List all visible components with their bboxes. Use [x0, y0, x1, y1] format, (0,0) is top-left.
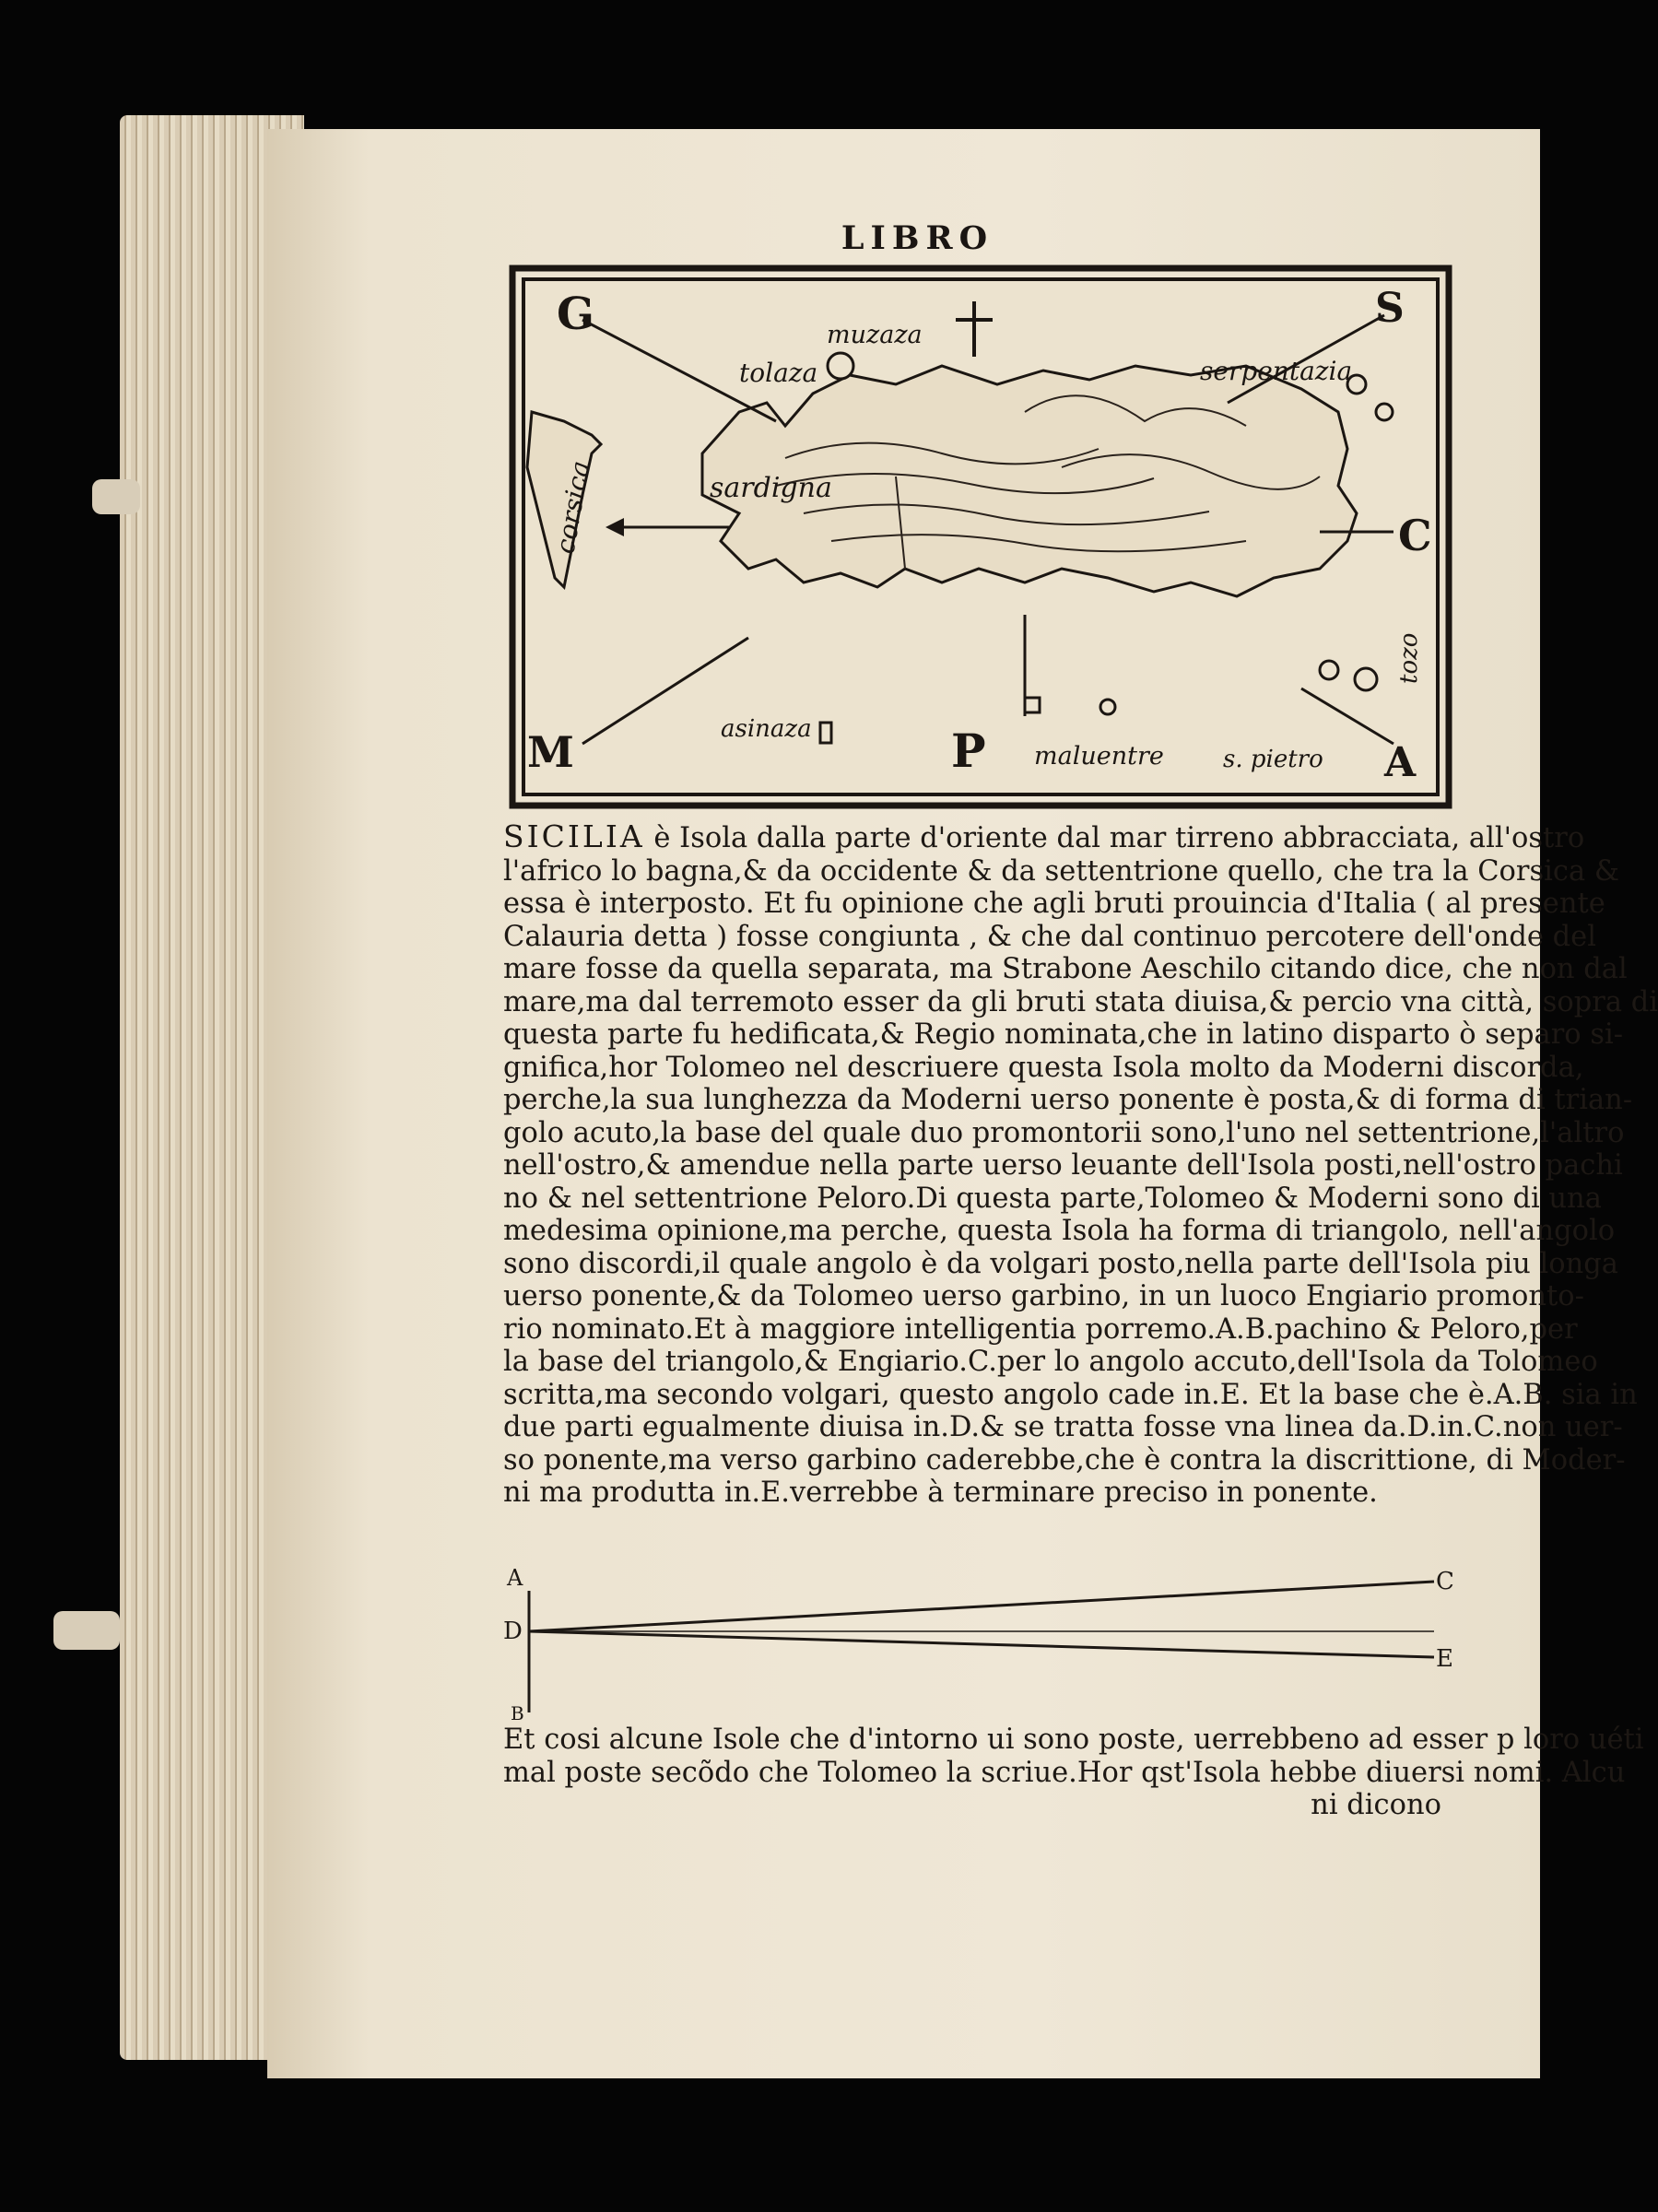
map-label-tozo: tozo	[1395, 632, 1423, 684]
body-line: Calauria detta ) fosse congiunta , & che dal continuo percotere dell'onde del	[503, 920, 1596, 953]
body-line: medesima opinione,ma perche, questa Isola ha forma di triangolo, nell'angolo	[503, 1215, 1616, 1247]
map-label-maluentre: maluentre	[1034, 742, 1164, 771]
body-line: golo acuto,la base del quale duo promontorii sono,l'uno nel settentrione,l'altro	[503, 1116, 1625, 1149]
closing-paragraph	[503, 1724, 1644, 1822]
body-paragraph	[503, 818, 1658, 1510]
diagram-label-b: B	[511, 1702, 524, 1724]
catchword: ni dicono	[1311, 1789, 1441, 1821]
map-corner-g: G	[557, 288, 594, 340]
woodcut-map-sicily	[509, 265, 1452, 809]
running-title: LIBRO	[841, 219, 994, 257]
body-line: mare,ma dal terremoto esser da gli bruti stata diuisa,& percio vna città, sopra di	[503, 985, 1658, 1018]
body-line: nell'ostro,& amendue nella parte uerso leuante dell'Isola posti,nell'ostro pachi	[503, 1149, 1623, 1182]
body-line: perche,la sua lunghezza da Moderni uerso ponente è posta,& di forma di trian-	[503, 1084, 1633, 1116]
body-line: no & nel settentrione Peloro.Di questa parte,Tolomeo & Moderni sono di una	[503, 1182, 1602, 1215]
diagram-label-c: C	[1436, 1568, 1454, 1595]
body-line: essa è interposto. Et fu opinione che agli bruti prouincia d'Italia ( al presente	[503, 888, 1605, 920]
running-header	[0, 219, 1540, 257]
diagram-label-e: E	[1436, 1645, 1453, 1673]
closing-line: mal poste secõdo che Tolomeo la scriue.Hor qst'Isola hebbe diuersi nomi. Alcu	[503, 1756, 1626, 1789]
body-line: scritta,ma secondo volgari, questo angolo cade in.E. Et la base che è.A.B. sia in	[503, 1378, 1638, 1411]
paper-tab-bottom	[53, 1611, 120, 1650]
map-label-serpentazia: serpentazia	[1200, 356, 1353, 386]
diagram-label-d: D	[503, 1618, 523, 1645]
map-corner-m: M	[527, 727, 574, 777]
diagram-label-a: A	[507, 1565, 523, 1591]
triangle-diagram	[503, 1565, 1462, 1722]
map-label-s-pietro: s. pietro	[1223, 746, 1323, 773]
body-line: so ponente,ma verso garbino caderebbe,che è contra la discrittione, di Moder-	[503, 1443, 1626, 1477]
lead-word: SICILIA	[503, 818, 645, 854]
body-line-1: SICILIA è Isola dalla parte d'oriente dal mar tirreno abbracciata, all'ostro	[503, 818, 1585, 854]
map-label-sardigna: sardigna	[710, 472, 832, 504]
map-corner-s: S	[1375, 285, 1405, 332]
closing-line: Et cosi alcune Isole che d'intorno ui sono poste, uerrebbeno ad esser p loro uéti	[503, 1724, 1644, 1756]
map-corner-c: C	[1398, 511, 1432, 560]
map-label-corsica: corsica	[549, 458, 596, 557]
body-line: questa parte fu hedificata,& Regio nominata,che in latino disparto ò separo si-	[503, 1018, 1624, 1051]
body-line: uerso ponente,& da Tolomeo uerso garbino, in un luoco Engiario promonto-	[503, 1280, 1584, 1312]
body-line: l'africo lo bagna,& da occidente & da settentrione quello, che tra la Corsica &	[503, 854, 1619, 888]
map-corner-a: A	[1384, 739, 1417, 786]
body-line: mare fosse da quella separata, ma Strabone Aeschilo citando dice, che non dal	[503, 953, 1628, 985]
map-label-tolaza: tolaza	[739, 358, 818, 388]
map-corner-p: P	[951, 724, 986, 778]
body-line: ni ma produtta in.E.verrebbe à terminare preciso in ponente.	[503, 1477, 1378, 1509]
body-line: la base del triangolo,& Engiario.C.per lo angolo accuto,dell'Isola da Tolomeo	[503, 1346, 1598, 1378]
paper-tab-top	[92, 479, 140, 514]
body-line: gnifica,hor Tolomeo nel descriuere questa Isola molto da Moderni discorda,	[503, 1051, 1584, 1084]
body-line: due parti egualmente diuisa in.D.& se tratta fosse vna linea da.D.in.C.non uer-	[503, 1411, 1623, 1443]
body-line: rio nominato.Et à maggiore intelligentia porremo.A.B.pachino & Peloro,per	[503, 1312, 1578, 1346]
body-line: sono discordi,il quale angolo è da volgari posto,nella parte dell'Isola piu longa	[503, 1247, 1618, 1280]
map-label-asinaza: asinaza	[721, 715, 812, 743]
map-label-muzaza: muzaza	[827, 321, 923, 349]
